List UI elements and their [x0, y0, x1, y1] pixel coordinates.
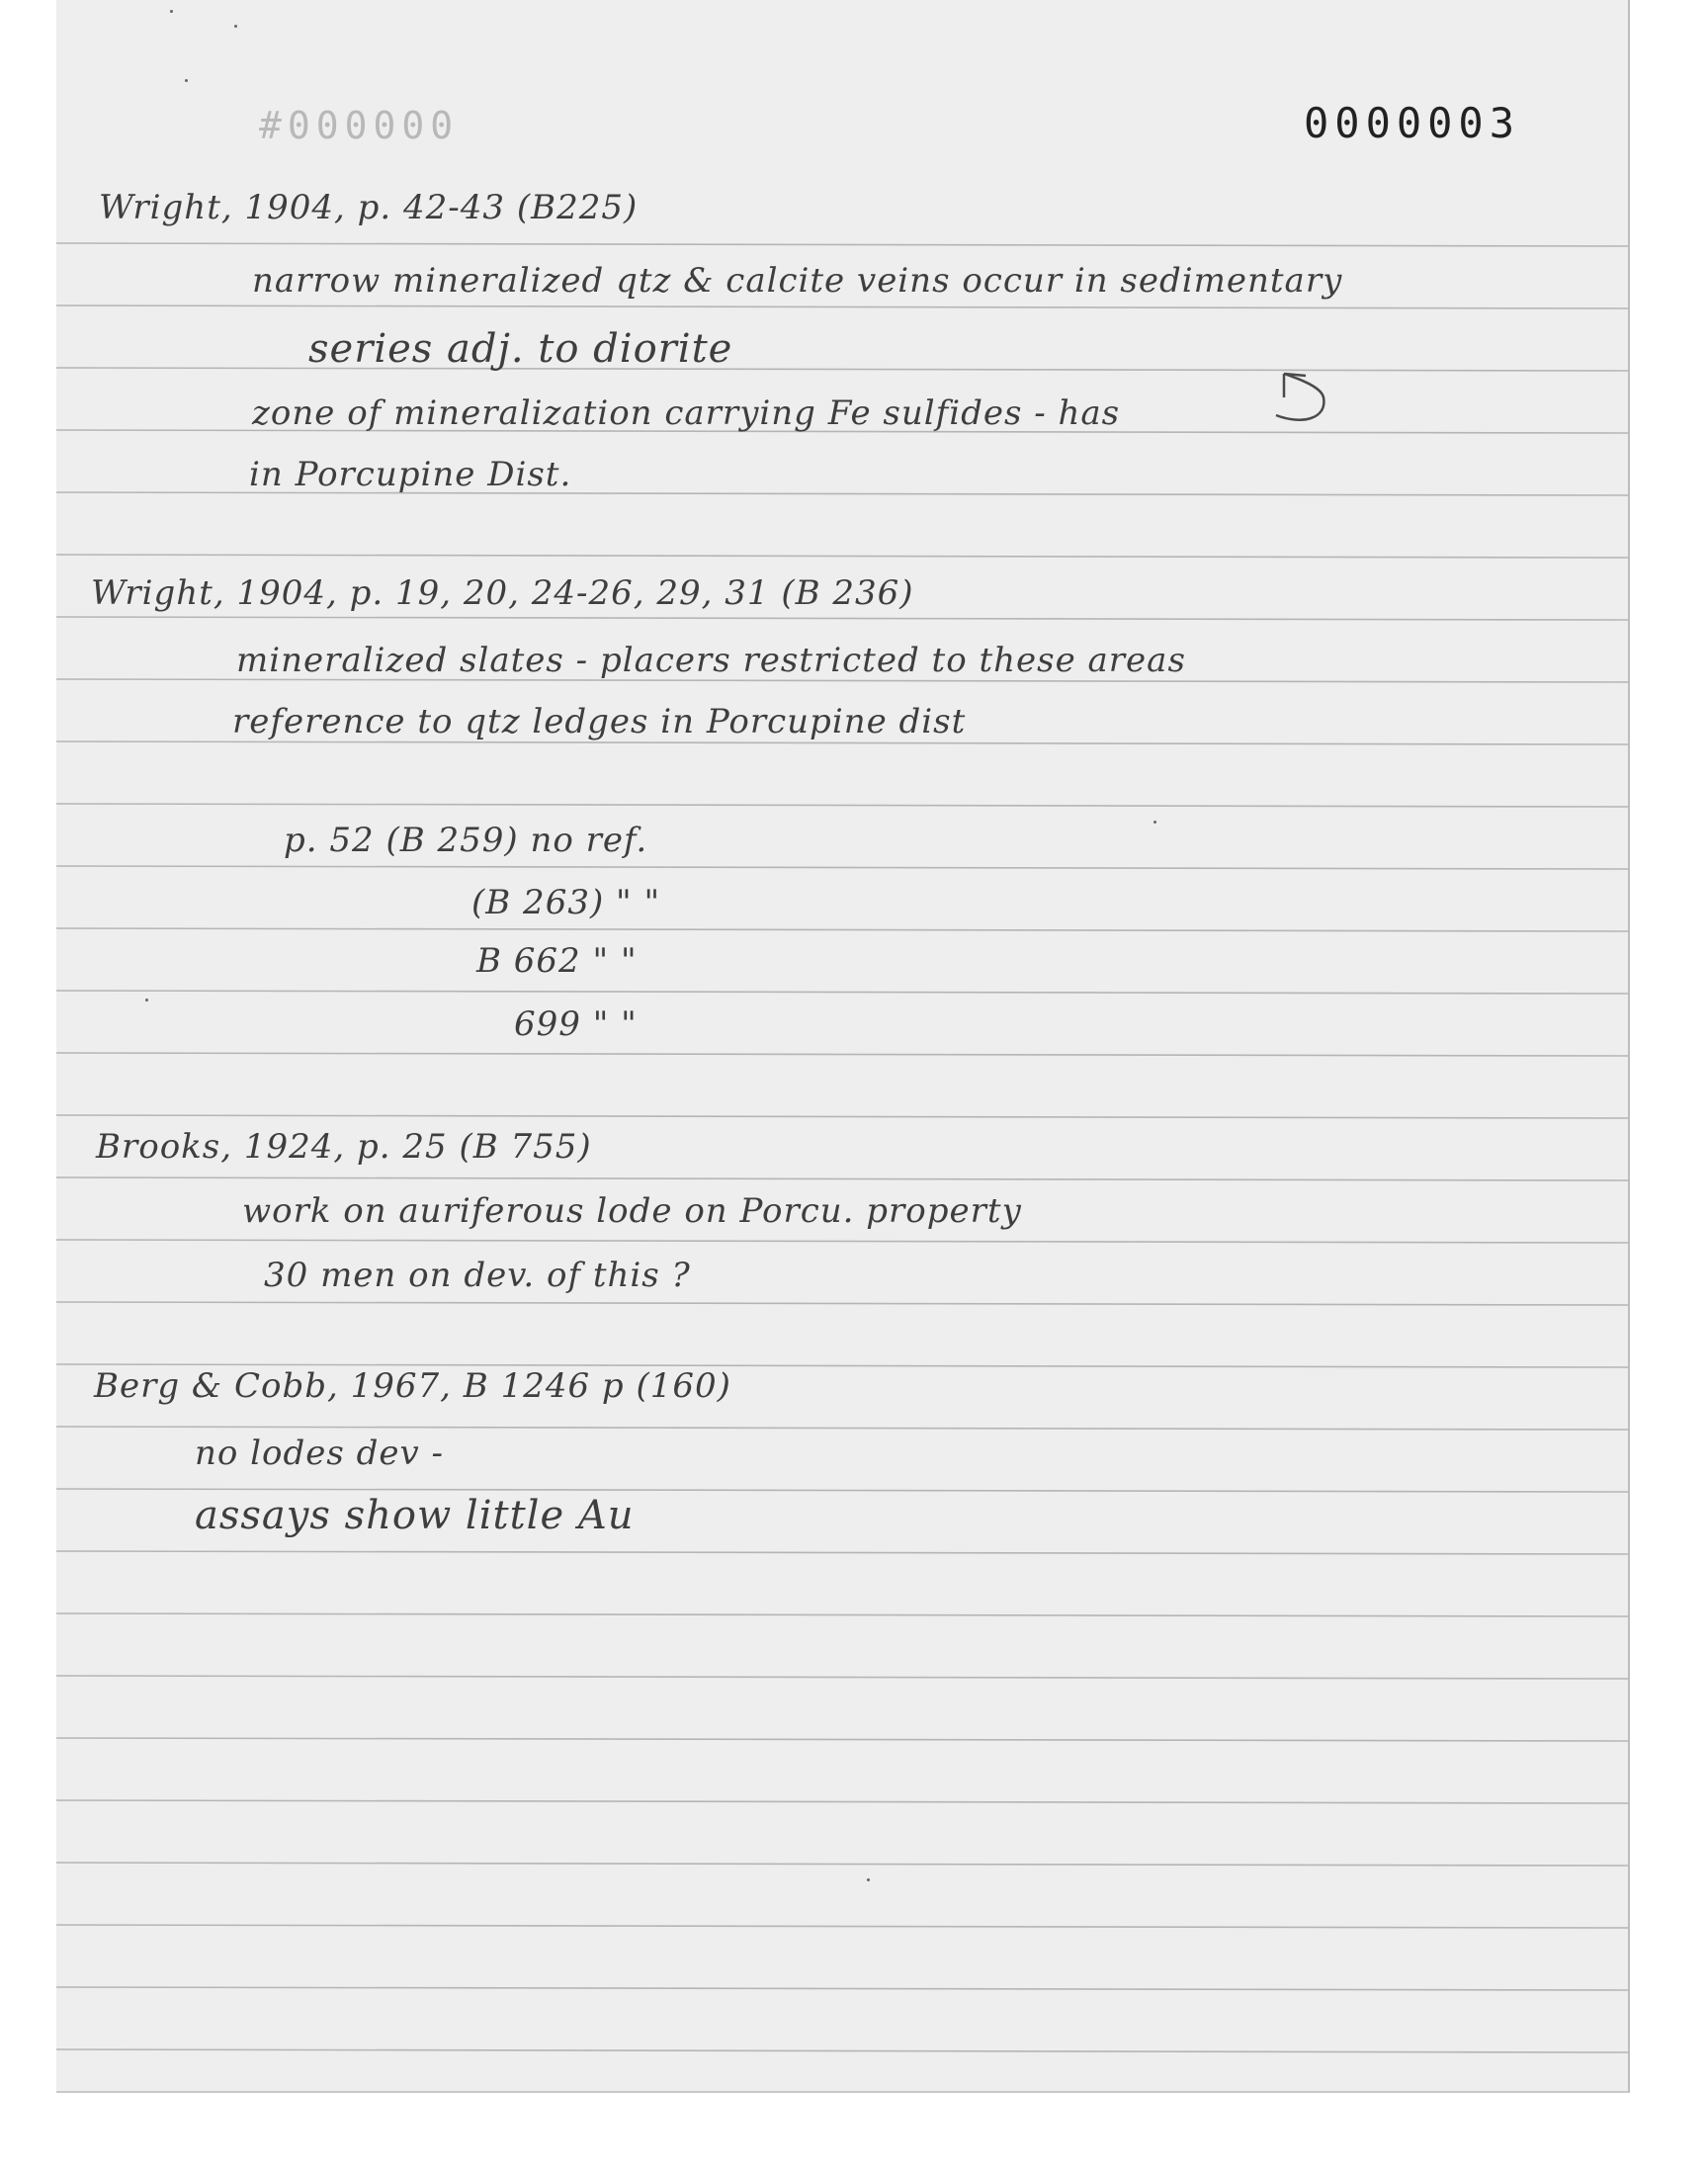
paper-speck	[145, 999, 148, 1001]
ruled-line	[56, 368, 1628, 371]
ruled-line	[56, 555, 1628, 558]
paper-speck	[867, 1878, 870, 1881]
ruled-line	[56, 1427, 1628, 1430]
ruled-line	[56, 1177, 1628, 1180]
ruled-line	[56, 1987, 1628, 1990]
ruled-line	[56, 1613, 1628, 1616]
reference-row: B 662 " "	[476, 941, 638, 981]
note-line: work on auriferous lode on Porcu. property	[242, 1191, 1022, 1231]
ruled-lines	[56, 0, 1628, 2091]
ruled-line	[56, 243, 1628, 246]
note-line: no lodes dev -	[195, 1434, 445, 1473]
ruled-line	[56, 1863, 1628, 1866]
ruled-line	[56, 1551, 1628, 1554]
curved-arrow-mark	[1262, 364, 1351, 433]
ruled-line	[56, 617, 1628, 620]
reference-row: p. 52 (B 259) no ref.	[284, 821, 648, 860]
reference-row: (B 263) " "	[471, 883, 661, 922]
ruled-line	[56, 804, 1628, 807]
paper-speck	[170, 10, 173, 13]
ruled-line	[56, 1489, 1628, 1492]
ruled-line	[56, 1240, 1628, 1243]
entry-wright-1904-b236-citation: Wright, 1904, p. 19, 20, 24-26, 29, 31 (B 236)	[91, 573, 914, 613]
paper-speck	[185, 79, 188, 82]
ruled-line	[56, 1676, 1628, 1679]
ruled-line	[56, 1925, 1628, 1928]
ruled-line	[56, 1302, 1628, 1305]
page-stamp-number: 0000003	[1304, 99, 1521, 147]
note-line: mineralized slates - placers restricted to these areas	[236, 641, 1186, 680]
ruled-line	[56, 741, 1628, 744]
ruled-line	[56, 1053, 1628, 1056]
note-line: in Porcupine Dist.	[249, 455, 572, 494]
entry-wright-1904-b225-citation: Wright, 1904, p. 42-43 (B225)	[99, 188, 639, 227]
note-line: assays show little Au	[195, 1493, 635, 1538]
note-line: narrow mineralized qtz & calcite veins occur in sedimentary	[252, 261, 1343, 301]
ruled-line	[56, 991, 1628, 994]
ruled-line	[56, 866, 1628, 869]
entry-berg-cobb-1967-citation: Berg & Cobb, 1967, B 1246 p (160)	[94, 1366, 731, 1406]
ruled-line	[56, 1800, 1628, 1803]
note-line: reference to qtz ledges in Porcupine dist	[232, 702, 967, 741]
reference-row: 699 " "	[514, 1004, 638, 1044]
ruled-line	[56, 305, 1628, 308]
entry-brooks-1924-citation: Brooks, 1924, p. 25 (B 755)	[96, 1127, 592, 1167]
note-line: series adj. to diorite	[308, 326, 733, 372]
notebook-page	[56, 0, 1630, 2093]
note-line: 30 men on dev. of this ?	[264, 1256, 691, 1295]
paper-speck	[1153, 821, 1156, 824]
note-line: zone of mineralization carrying Fe sulfides - has	[252, 393, 1121, 433]
ruled-line	[56, 1738, 1628, 1741]
ghost-stamp-number: #000000	[259, 104, 460, 147]
ruled-line	[56, 1115, 1628, 1118]
paper-speck	[234, 25, 237, 28]
ruled-line	[56, 928, 1628, 931]
ruled-line	[56, 2049, 1628, 2052]
